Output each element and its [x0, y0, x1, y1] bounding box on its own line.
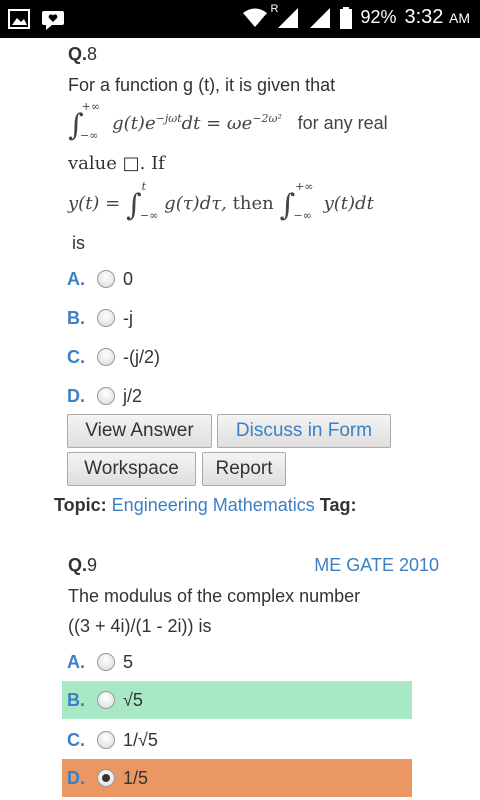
- radio-button[interactable]: [97, 387, 115, 405]
- chat-heart-icon: [40, 7, 66, 31]
- radio-button[interactable]: [97, 270, 115, 288]
- clock-ampm: AM: [449, 10, 470, 26]
- status-bar: [0, 0, 480, 38]
- q8-text-line2: value □. If: [68, 153, 165, 174]
- q9-option-a[interactable]: [62, 644, 412, 680]
- status-left-icons: [8, 7, 66, 31]
- q9-option-c[interactable]: [62, 722, 412, 758]
- integral-lower-limit-3: −∞: [293, 209, 312, 222]
- q8-topic-tag: [54, 490, 439, 575]
- q8-eq1-tail: for any real: [297, 113, 388, 133]
- radio-button[interactable]: [97, 348, 115, 366]
- workspace-button[interactable]: Workspace: [67, 452, 196, 486]
- topic-label: Topic:: [54, 495, 107, 515]
- eq3-integrand: y(t)dt: [323, 193, 374, 214]
- option-value: 5: [123, 651, 134, 672]
- q8-equation-1: [68, 100, 388, 143]
- option-letter: A.: [67, 651, 85, 672]
- integral-sign-2: ∫: [125, 188, 142, 223]
- q8-label: Q.: [68, 44, 88, 64]
- integral-upper-limit-3: +∞: [295, 180, 314, 193]
- integral-lower-limit-2: −∞: [140, 209, 159, 222]
- tag-label: Tag:: [319, 495, 357, 515]
- option-letter: C.: [67, 729, 85, 750]
- radio-button[interactable]: [97, 309, 115, 327]
- integrand: $g(t)e^{-j\omega t}dt = \omega e^{-2\omega^2}$: [112, 112, 282, 134]
- option-value: -j: [123, 307, 133, 328]
- option-value: 0: [123, 268, 134, 289]
- q8-num: 8: [87, 44, 98, 64]
- clock: [405, 6, 471, 29]
- q9-label: Q.: [68, 555, 88, 575]
- eq2-integrand: g(τ)dτ,: [164, 193, 227, 214]
- question-list: [0, 38, 480, 800]
- option-letter: B.: [67, 307, 85, 328]
- network-type-badge: R: [270, 2, 279, 15]
- q8-option-c[interactable]: [62, 339, 412, 375]
- option-value: √5: [123, 689, 143, 710]
- eq2-lhs: y(t) =: [68, 193, 126, 214]
- report-button[interactable]: Report: [202, 452, 286, 486]
- signal-1-icon: [270, 2, 300, 29]
- q9-text-line1: The modulus of the complex number: [68, 586, 361, 606]
- radio-button-checked[interactable]: [97, 769, 115, 787]
- status-right: [242, 2, 470, 29]
- option-value: -(j/2): [123, 346, 160, 367]
- clock-time: 3:32: [404, 6, 444, 28]
- q9-num: 9: [87, 555, 98, 575]
- integral-upper-t: t: [141, 180, 147, 193]
- battery-percent: 92%: [360, 7, 397, 27]
- q9-option-d-selected[interactable]: [62, 759, 412, 797]
- q8-eq2-then: then: [232, 193, 274, 214]
- q9-number: [68, 555, 97, 576]
- option-letter: A.: [67, 268, 85, 289]
- integral-sign-3: ∫: [279, 188, 296, 223]
- integral-sign: ∫: [68, 108, 84, 143]
- option-value: 1/5: [123, 767, 149, 788]
- option-letter: D.: [67, 385, 85, 406]
- wifi-icon: [242, 8, 268, 28]
- signal-2-icon: [308, 7, 332, 29]
- tag-link[interactable]: ME GATE 2010: [314, 555, 439, 575]
- option-letter: B.: [67, 689, 85, 710]
- q9-text-line2: ((3 + 4i)/(1 - 2i)) is: [68, 616, 212, 636]
- discuss-in-form-button[interactable]: Discuss in Form: [217, 414, 391, 448]
- q8-equation-2: [68, 180, 374, 223]
- radio-button[interactable]: [97, 691, 115, 709]
- gallery-icon: [8, 9, 30, 29]
- option-letter: D.: [67, 767, 85, 788]
- q8-text-line1: For a function g (t), it is given that: [68, 75, 336, 95]
- integral-lower-limit: −∞: [80, 129, 99, 142]
- option-value: j/2: [123, 385, 143, 406]
- radio-button[interactable]: [97, 731, 115, 749]
- view-answer-button[interactable]: View Answer: [67, 414, 212, 448]
- q8-option-d[interactable]: [62, 378, 412, 414]
- battery-icon: [340, 7, 352, 29]
- radio-button[interactable]: [97, 653, 115, 671]
- q8-number: [68, 44, 97, 65]
- q8-text-line3: is: [72, 233, 85, 253]
- q9-option-b-correct[interactable]: [62, 681, 412, 719]
- integral-upper-limit: +∞: [81, 100, 101, 113]
- option-value: 1/√5: [123, 729, 158, 750]
- q8-option-b[interactable]: [62, 300, 412, 336]
- q8-option-a[interactable]: [62, 261, 412, 297]
- option-letter: C.: [67, 346, 85, 367]
- topic-link[interactable]: Engineering Mathematics: [111, 495, 315, 515]
